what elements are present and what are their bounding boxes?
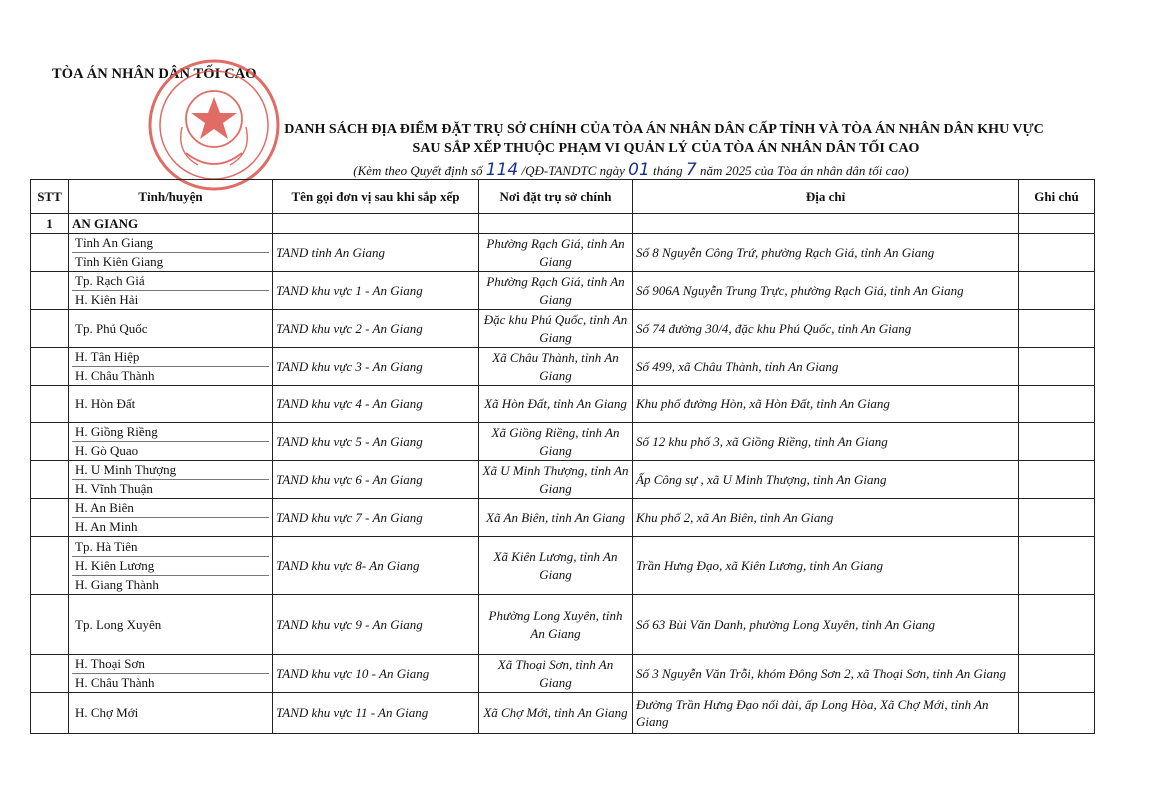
row-stt bbox=[31, 655, 69, 693]
table-row bbox=[31, 272, 1095, 310]
row-stt bbox=[31, 595, 69, 655]
row-unit: TAND khu vực 8- An Giang bbox=[273, 537, 479, 595]
row-stt bbox=[31, 461, 69, 499]
col-place: Nơi đặt trụ sở chính bbox=[479, 180, 633, 214]
row-address: Số 74 đường 30/4, đặc khu Phú Quốc, tỉnh An Giang bbox=[633, 310, 1019, 348]
row-address: Trần Hưng Đạo, xã Kiên Lương, tỉnh An Giang bbox=[633, 537, 1019, 595]
row-unit: TAND khu vực 6 - An Giang bbox=[273, 461, 479, 499]
table-row bbox=[31, 461, 1095, 499]
row-areas bbox=[69, 423, 273, 461]
row-unit: TAND khu vực 5 - An Giang bbox=[273, 423, 479, 461]
group-province: AN GIANG bbox=[69, 214, 273, 234]
row-address: Khu phố đường Hòn, xã Hòn Đất, tỉnh An Giang bbox=[633, 386, 1019, 423]
table-row bbox=[31, 655, 1095, 693]
row-stt bbox=[31, 693, 69, 734]
area-name: H. An Biên bbox=[75, 500, 134, 515]
area-name: H. Châu Thành bbox=[72, 673, 269, 692]
row-stt bbox=[31, 272, 69, 310]
row-note bbox=[1019, 234, 1095, 272]
row-place: Xã Thoại Sơn, tỉnh An Giang bbox=[479, 655, 633, 693]
col-address: Địa chỉ bbox=[633, 180, 1019, 214]
row-areas bbox=[69, 234, 273, 272]
row-areas bbox=[69, 386, 273, 423]
area-name: H. Châu Thành bbox=[72, 366, 269, 385]
area-name: H. Kiên Lương bbox=[72, 556, 269, 575]
area-name: Tp. Hà Tiên bbox=[75, 538, 138, 554]
table-row bbox=[31, 386, 1095, 423]
issuing-agency: TÒA ÁN NHÂN DÂN TỐI CAO bbox=[52, 66, 257, 82]
area-name: H. Giang Thành bbox=[72, 575, 269, 594]
row-place: Xã U Minh Thượng, tỉnh An Giang bbox=[479, 461, 633, 499]
row-address: Số 8 Nguyễn Công Trứ, phường Rạch Giá, tỉnh An Giang bbox=[633, 234, 1019, 272]
area-name: Tỉnh An Giang bbox=[75, 235, 153, 250]
row-areas bbox=[69, 499, 273, 537]
decision-month: 7 bbox=[685, 160, 697, 180]
row-unit: TAND khu vực 9 - An Giang bbox=[273, 595, 479, 655]
table-row bbox=[31, 348, 1095, 386]
col-unit: Tên gọi đơn vị sau khi sắp xếp bbox=[273, 180, 479, 214]
row-unit: TAND khu vực 1 - An Giang bbox=[273, 272, 479, 310]
row-address: Số 12 khu phố 3, xã Giồng Riềng, tỉnh An Giang bbox=[633, 423, 1019, 461]
row-unit: TAND khu vực 2 - An Giang bbox=[273, 310, 479, 348]
area-name: Tp. Long Xuyên bbox=[75, 616, 162, 632]
document-subtitle: (Kèm theo Quyết định số 114 /QĐ-TANDTC ngày 01 tháng 7 năm 2025 của Tòa án nhân dân tối cao) bbox=[353, 160, 909, 180]
col-note: Ghi chú bbox=[1019, 180, 1095, 214]
area-name: H. Hòn Đất bbox=[75, 396, 136, 411]
row-place: Xã Kiên Lương, tỉnh An Giang bbox=[479, 537, 633, 595]
row-place: Xã Giồng Riềng, tỉnh An Giang bbox=[479, 423, 633, 461]
decision-day: 01 bbox=[628, 160, 650, 180]
row-note bbox=[1019, 461, 1095, 499]
table-row bbox=[31, 310, 1095, 348]
area-name: H. Thoại Sơn bbox=[75, 656, 145, 671]
row-place: Xã An Biên, tỉnh An Giang bbox=[479, 499, 633, 537]
row-areas bbox=[69, 310, 273, 348]
table-row bbox=[31, 499, 1095, 537]
table-row bbox=[31, 423, 1095, 461]
row-areas bbox=[69, 461, 273, 499]
row-address: Ấp Công sự , xã U Minh Thượng, tỉnh An Giang bbox=[633, 461, 1019, 499]
row-note bbox=[1019, 499, 1095, 537]
area-name: H. Chợ Mới bbox=[75, 705, 139, 720]
decision-number: 114 bbox=[485, 160, 519, 180]
row-unit: TAND tỉnh An Giang bbox=[273, 234, 479, 272]
document-title-line1: DANH SÁCH ĐỊA ĐIỂM ĐẶT TRỤ SỞ CHÍNH CỦA TÒA ÁN NHÂN DÂN CẤP TỈNH VÀ TÒA ÁN NHÂN DÂN KHU VỰC bbox=[284, 122, 1044, 137]
area-name: H. Giồng Riềng bbox=[75, 424, 158, 439]
row-stt bbox=[31, 499, 69, 537]
col-area: Tỉnh/huyện bbox=[69, 180, 273, 214]
row-place: Phường Long Xuyên, tỉnh An Giang bbox=[479, 595, 633, 655]
row-place: Xã Hòn Đất, tỉnh An Giang bbox=[479, 386, 633, 423]
row-note bbox=[1019, 655, 1095, 693]
row-stt bbox=[31, 348, 69, 386]
row-note bbox=[1019, 537, 1095, 595]
table-header-row bbox=[31, 180, 1095, 214]
area-name: H. Gò Quao bbox=[72, 441, 269, 460]
row-note bbox=[1019, 348, 1095, 386]
row-note bbox=[1019, 310, 1095, 348]
col-stt: STT bbox=[31, 180, 69, 214]
row-place: Xã Chợ Mới, tỉnh An Giang bbox=[479, 693, 633, 734]
row-areas bbox=[69, 348, 273, 386]
row-unit: TAND khu vực 3 - An Giang bbox=[273, 348, 479, 386]
row-note bbox=[1019, 386, 1095, 423]
row-note bbox=[1019, 595, 1095, 655]
group-stt: 1 bbox=[31, 214, 69, 234]
area-name: H. U Minh Thượng bbox=[75, 462, 177, 477]
row-unit: TAND khu vực 4 - An Giang bbox=[273, 386, 479, 423]
row-note bbox=[1019, 423, 1095, 461]
row-areas bbox=[69, 655, 273, 693]
area-name: Tp. Rạch Giá bbox=[75, 273, 145, 288]
row-address: Số 3 Nguyễn Văn Trỗi, khóm Đông Sơn 2, xã Thoại Sơn, tỉnh An Giang bbox=[633, 655, 1019, 693]
table-row bbox=[31, 595, 1095, 655]
row-place: Phường Rạch Giá, tỉnh An Giang bbox=[479, 234, 633, 272]
document-title-line2: SAU SẮP XẾP THUỘC PHẠM VI QUẢN LÝ CỦA TÒA ÁN NHÂN DÂN TỐI CAO bbox=[412, 141, 920, 156]
table-body bbox=[31, 214, 1095, 734]
row-stt bbox=[31, 386, 69, 423]
row-place: Đặc khu Phú Quốc, tỉnh An Giang bbox=[479, 310, 633, 348]
row-note bbox=[1019, 693, 1095, 734]
row-areas bbox=[69, 537, 273, 595]
row-address: Số 906A Nguyễn Trung Trực, phường Rạch Giá, tỉnh An Giang bbox=[633, 272, 1019, 310]
row-unit: TAND khu vực 7 - An Giang bbox=[273, 499, 479, 537]
row-address: Số 63 Bùi Văn Danh, phường Long Xuyên, tỉnh An Giang bbox=[633, 595, 1019, 655]
area-name: Tp. Phú Quốc bbox=[75, 320, 148, 336]
table-row bbox=[31, 693, 1095, 734]
row-stt bbox=[31, 234, 69, 272]
area-name: Tỉnh Kiên Giang bbox=[72, 252, 269, 271]
table-row bbox=[31, 234, 1095, 272]
row-address: Số 499, xã Châu Thành, tỉnh An Giang bbox=[633, 348, 1019, 386]
row-areas bbox=[69, 272, 273, 310]
area-name: H. An Minh bbox=[72, 517, 269, 536]
row-areas bbox=[69, 693, 273, 734]
area-name: H. Tân Hiệp bbox=[75, 349, 140, 364]
row-stt bbox=[31, 310, 69, 348]
area-name: H. Vĩnh Thuận bbox=[72, 479, 269, 498]
row-unit: TAND khu vực 11 - An Giang bbox=[273, 693, 479, 734]
table-row bbox=[31, 537, 1095, 595]
row-stt bbox=[31, 423, 69, 461]
row-note bbox=[1019, 272, 1095, 310]
row-stt bbox=[31, 537, 69, 595]
row-address: Khu phố 2, xã An Biên, tỉnh An Giang bbox=[633, 499, 1019, 537]
row-place: Xã Châu Thành, tỉnh An Giang bbox=[479, 348, 633, 386]
row-areas bbox=[69, 595, 273, 655]
row-place: Phường Rạch Giá, tỉnh An Giang bbox=[479, 272, 633, 310]
row-unit: TAND khu vực 10 - An Giang bbox=[273, 655, 479, 693]
province-group-row bbox=[31, 214, 1095, 234]
court-location-table bbox=[30, 179, 1095, 734]
row-address: Đường Trần Hưng Đạo nối dài, ấp Long Hòa, Xã Chợ Mới, tỉnh An Giang bbox=[633, 693, 1019, 734]
area-name: H. Kiên Hải bbox=[72, 290, 269, 309]
